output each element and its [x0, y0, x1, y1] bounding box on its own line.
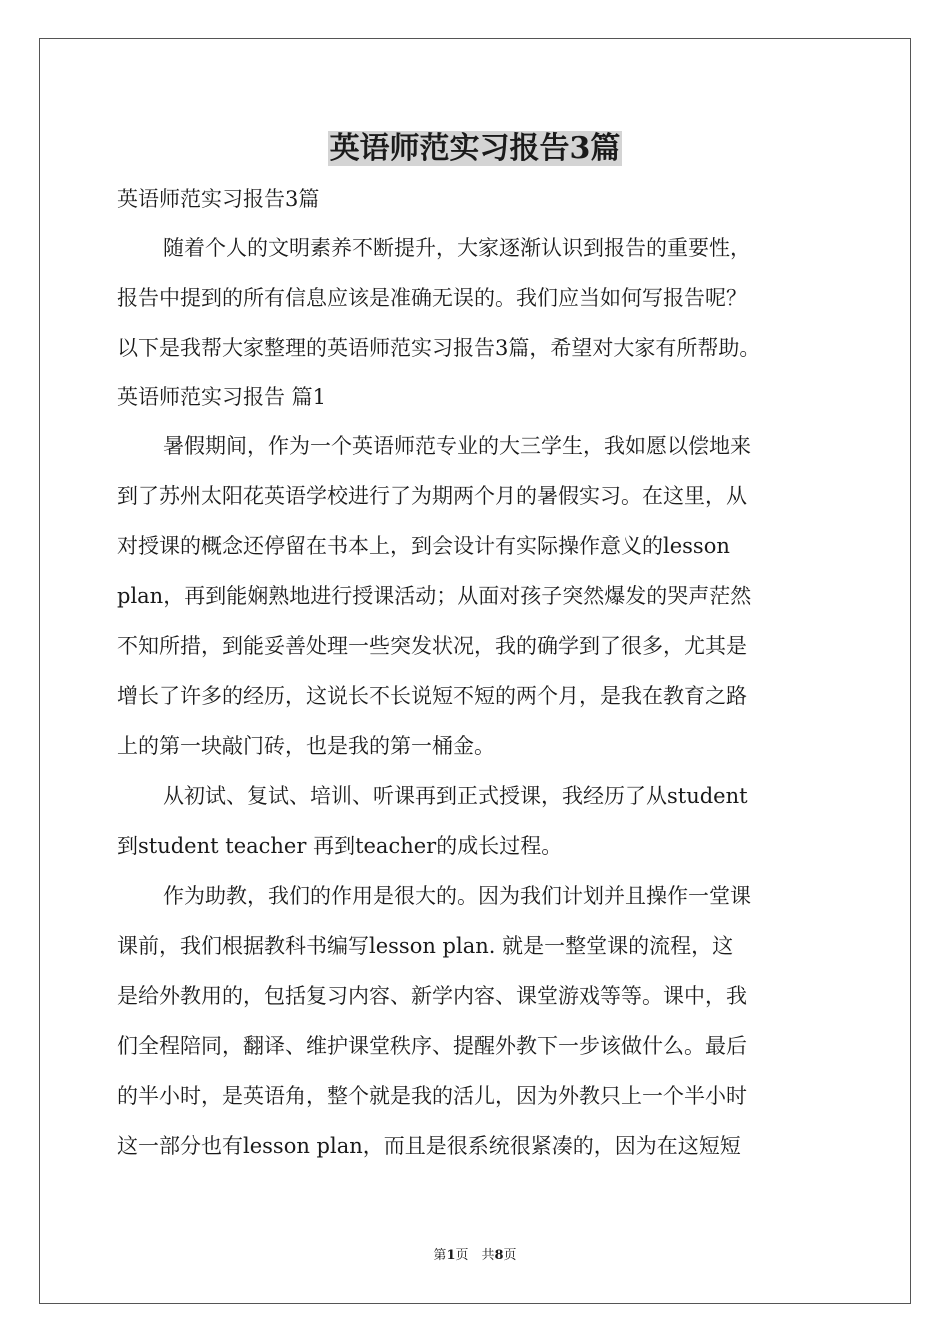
paragraph-line: plan，再到能娴熟地进行授课活动；从面对孩子突然爆发的哭声茫然 [117, 584, 752, 608]
paragraph-line: 到了苏州太阳花英语学校进行了为期两个月的暑假实习。在这里，从 [117, 484, 747, 508]
document-title-text: 英语师范实习报告3篇 [329, 131, 621, 166]
total-page-count: 8 [494, 1248, 504, 1263]
page-number-footer [0, 1247, 950, 1265]
page-separator: 页 共 [455, 1248, 495, 1263]
paragraph-line: 对授课的概念还停留在书本上，到会设计有实际操作意义的lesson [117, 534, 730, 558]
paragraph-line: 暑假期间，作为一个英语师范专业的大三学生，我如愿以偿地来 [163, 434, 751, 458]
paragraph-line: 们全程陪同，翻译、维护课堂秩序、提醒外教下一步该做什么。最后 [117, 1034, 747, 1058]
paragraph-line: 课前，我们根据教科书编写lesson plan. 就是一整堂课的流程，这 [117, 934, 734, 958]
doc-subtitle: 英语师范实习报告3篇 [117, 187, 320, 211]
paragraph-line: 的半小时，是英语角，整个就是我的活儿，因为外教只上一个半小时 [117, 1084, 747, 1108]
document-body [117, 175, 837, 1171]
paragraph-line: 到student teacher 再到teacher的成长过程。 [117, 834, 563, 858]
page-prefix: 第 [433, 1248, 447, 1263]
paragraph-line: 上的第一块敲门砖，也是我的第一桶金。 [117, 734, 495, 758]
current-page-number: 1 [446, 1248, 456, 1263]
paragraph-line: 是给外教用的，包括复习内容、新学内容、课堂游戏等等。课中，我 [117, 984, 747, 1008]
paragraph-line: 不知所措，到能妥善处理一些突发状况，我的确学到了很多，尤其是 [117, 634, 747, 658]
paragraph-line: 增长了许多的经历，这说长不长说短不短的两个月，是我在教育之路 [117, 684, 747, 708]
intro-line: 报告中提到的所有信息应该是准确无误的。我们应当如何写报告呢？ [117, 286, 747, 310]
paragraph-line: 这一部分也有lesson plan，而且是很系统很紧凑的，因为在这短短 [117, 1134, 741, 1158]
paragraph-line: 从初试、复试、培训、听课再到正式授课，我经历了从student [163, 784, 748, 808]
paragraph-line: 作为助教，我们的作用是很大的。因为我们计划并且操作一堂课 [163, 884, 751, 908]
intro-line: 以下是我帮大家整理的英语师范实习报告3篇，希望对大家有所帮助。 [117, 336, 761, 360]
intro-line: 随着个人的文明素养不断提升，大家逐渐认识到报告的重要性， [163, 236, 751, 260]
document-title [0, 128, 950, 170]
section-heading: 英语师范实习报告 篇1 [117, 385, 327, 409]
page-suffix: 页 [503, 1248, 517, 1263]
